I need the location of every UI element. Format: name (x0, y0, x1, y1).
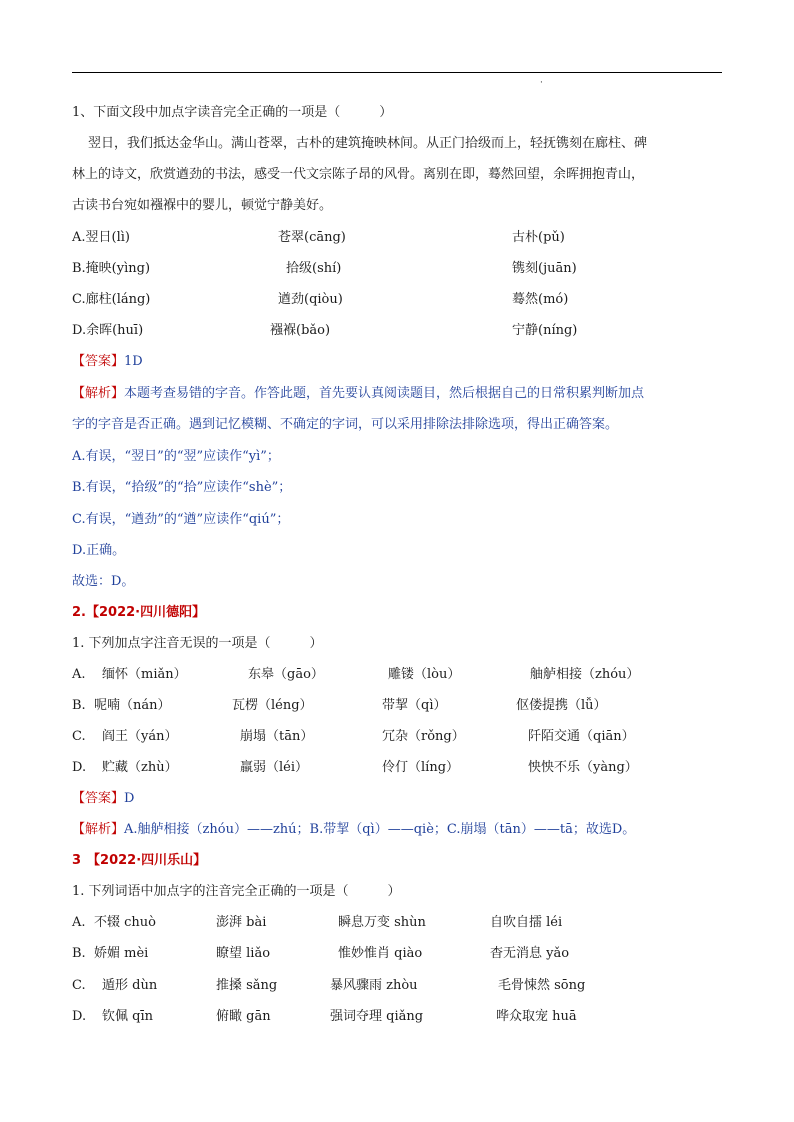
q3-option-c-2: 推搡 sǎng (216, 978, 278, 993)
q3-source: 【2022·四川乐山】 (87, 853, 207, 868)
q2-option-d-4: 怏怏不乐（yàng） (528, 760, 638, 775)
q1-passage-line-3: 古读书台宛如襁褓中的婴儿，顿觉宁静美好。 (72, 198, 333, 213)
q2-option-c-2: 崩塌（tān） (240, 729, 314, 744)
q2-analysis-text: A.舳舻相接（zhóu）——zhú；B.带挈（qì）——qiè；C.崩塌（tān）——tā；故选D。 (124, 822, 636, 837)
q3-option-b-3: 惟妙惟肖 qiào (338, 946, 423, 961)
q3-option-c-1: 遁形 dùn (102, 978, 158, 993)
q3-option-d-1: 钦佩 qīn (102, 1009, 153, 1024)
q3-option-c-4: 毛骨悚然 sōng (498, 978, 586, 993)
q1-option-a-1: A.翌日(lì) (72, 230, 130, 245)
q1-option-d-3: 宁静(níng) (512, 323, 578, 338)
q3-option-b-1: 娇媚 mèi (94, 946, 149, 961)
q2-option-c-1: 阎王（yán） (102, 729, 178, 744)
q3-option-b-letter: B. (72, 946, 86, 961)
q1-analysis-line-4: B.有误，“拾级”的“拾”应读作“shè”； (72, 480, 292, 495)
q1-option-b-1: B.掩映(yìng) (72, 261, 151, 276)
header-rule (72, 72, 722, 73)
q1-passage-line-2: 林上的诗文，欣赏遒劲的书法，感受一代文宗陈子昂的风骨。离别在即，蓦然回望，余晖拥抱青山， (72, 167, 645, 182)
q1-option-c-3: 蓦然(mó) (512, 292, 569, 307)
q3-option-a-2: 澎湃 bài (216, 915, 267, 930)
q1-option-b-3: 镌刻(juān) (512, 261, 577, 276)
q2-option-d-letter: D. (72, 760, 87, 775)
q2-option-b-2: 瓦楞（léng） (232, 698, 313, 713)
q1-option-c-1: C.廊柱(láng) (72, 292, 151, 307)
q2-answer (72, 790, 134, 808)
q2-option-c-letter: C. (72, 729, 86, 744)
q1-stem: 1、下面文段中加点字读音完全正确的一项是（ ） (72, 105, 393, 120)
q3-option-d-2: 俯瞰 gān (216, 1009, 271, 1024)
q1-analysis-line-2: 字的字音是否正确。遇到记忆模糊、不确定的字词，可以采用排除法排除选项，得出正确答案。 (72, 417, 619, 432)
q1-analysis-tag: 【解析】 (72, 386, 125, 401)
q1-option-b-2: 拾级(shí) (286, 261, 342, 276)
q3-number: 3 (72, 853, 82, 868)
q3-option-c-letter: C. (72, 978, 86, 993)
q2-answer-tag: 【答案】 (72, 791, 125, 806)
q3-option-b-2: 瞭望 liǎo (216, 946, 271, 961)
q2-option-d-1: 贮藏（zhù） (102, 760, 178, 775)
q2-number: 2. (72, 605, 86, 620)
q1-analysis-line-1: 【解析】本题考查易错的字音。作答此题，首先要认真阅读题目，然后根据自己的日常积累判断加点 (72, 386, 645, 401)
q2-option-b-1: 呢喃（nán） (94, 698, 171, 713)
q2-option-c-3: 冗杂（rǒng） (382, 729, 465, 744)
q2-option-b-letter: B. (72, 698, 86, 713)
q2-option-d-3: 伶仃（líng） (382, 760, 460, 775)
q2-option-d-2: 羸弱（léi） (240, 760, 309, 775)
q1-option-a-3: 古朴(pǔ) (512, 230, 565, 245)
q1-option-d-1: D.余晖(huī) (72, 323, 144, 338)
q2-stem: 1. 下列加点字注音无误的一项是（ ） (72, 636, 323, 651)
q2-analysis-tag: 【解析】 (72, 822, 125, 837)
q3-option-d-3: 强词夺理 qiǎng (330, 1009, 424, 1024)
q2-option-a-4: 舳舻相接（zhóu） (530, 667, 640, 682)
q2-answer-value: D (124, 791, 135, 806)
q3-option-a-4: 自吹自擂 léi (490, 915, 563, 930)
q3-heading (72, 852, 206, 870)
q1-option-d-2: 襁褓(bǎo) (270, 323, 331, 338)
q3-option-d-letter: D. (72, 1009, 87, 1024)
q1-answer-tag: 【答案】 (72, 354, 125, 369)
q1-option-a-2: 苍翠(cāng) (278, 230, 346, 245)
q3-option-a-letter: A. (72, 915, 86, 930)
q3-option-b-4: 杳无消息 yǎo (490, 946, 570, 961)
q2-analysis (72, 821, 635, 839)
q2-source: 【2022·四川德阳】 (85, 605, 206, 620)
q3-option-d-4: 哗众取宠 huā (496, 1009, 577, 1024)
q1-analysis-line-5: C.有误，“遒劲”的“遒”应读作“qiú”； (72, 512, 290, 527)
q1-analysis-line-7: 故选：D。 (72, 574, 135, 589)
q2-option-c-4: 阡陌交通（qiān） (528, 729, 635, 744)
q1-analysis-line-3: A.有误，“翌日”的“翌”应读作“yì”； (72, 449, 280, 464)
q2-option-a-1: 缅怀（miǎn） (102, 667, 187, 682)
q3-option-a-1: 不辍 chuò (94, 915, 156, 930)
q1-analysis-line-6: D.正确。 (72, 543, 126, 558)
q1-option-c-2: 遒劲(qiòu) (278, 292, 343, 307)
header-mark: · (540, 78, 543, 88)
q1-answer (72, 353, 143, 371)
q2-option-a-letter: A. (72, 667, 86, 682)
q2-option-a-2: 东皋（gāo） (248, 667, 324, 682)
q3-option-c-3: 暴风骤雨 zhòu (330, 978, 418, 993)
q2-heading (72, 604, 205, 622)
q3-option-a-3: 瞬息万变 shùn (338, 915, 426, 930)
q3-stem: 1. 下列词语中加点字的注音完全正确的一项是（ ） (72, 884, 401, 899)
q2-option-b-4: 伛偻提携（lǚ） (516, 698, 607, 713)
q2-option-b-3: 带挈（qì） (382, 698, 447, 713)
q2-option-a-3: 雕镂（lòu） (388, 667, 461, 682)
q1-passage-line-1: 翌日，我们抵达金华山。满山苍翠，古朴的建筑掩映林间。从正门拾级而上，轻抚镌刻在廊柱、碑 (88, 136, 648, 151)
q1-answer-value: 1D (124, 354, 143, 369)
